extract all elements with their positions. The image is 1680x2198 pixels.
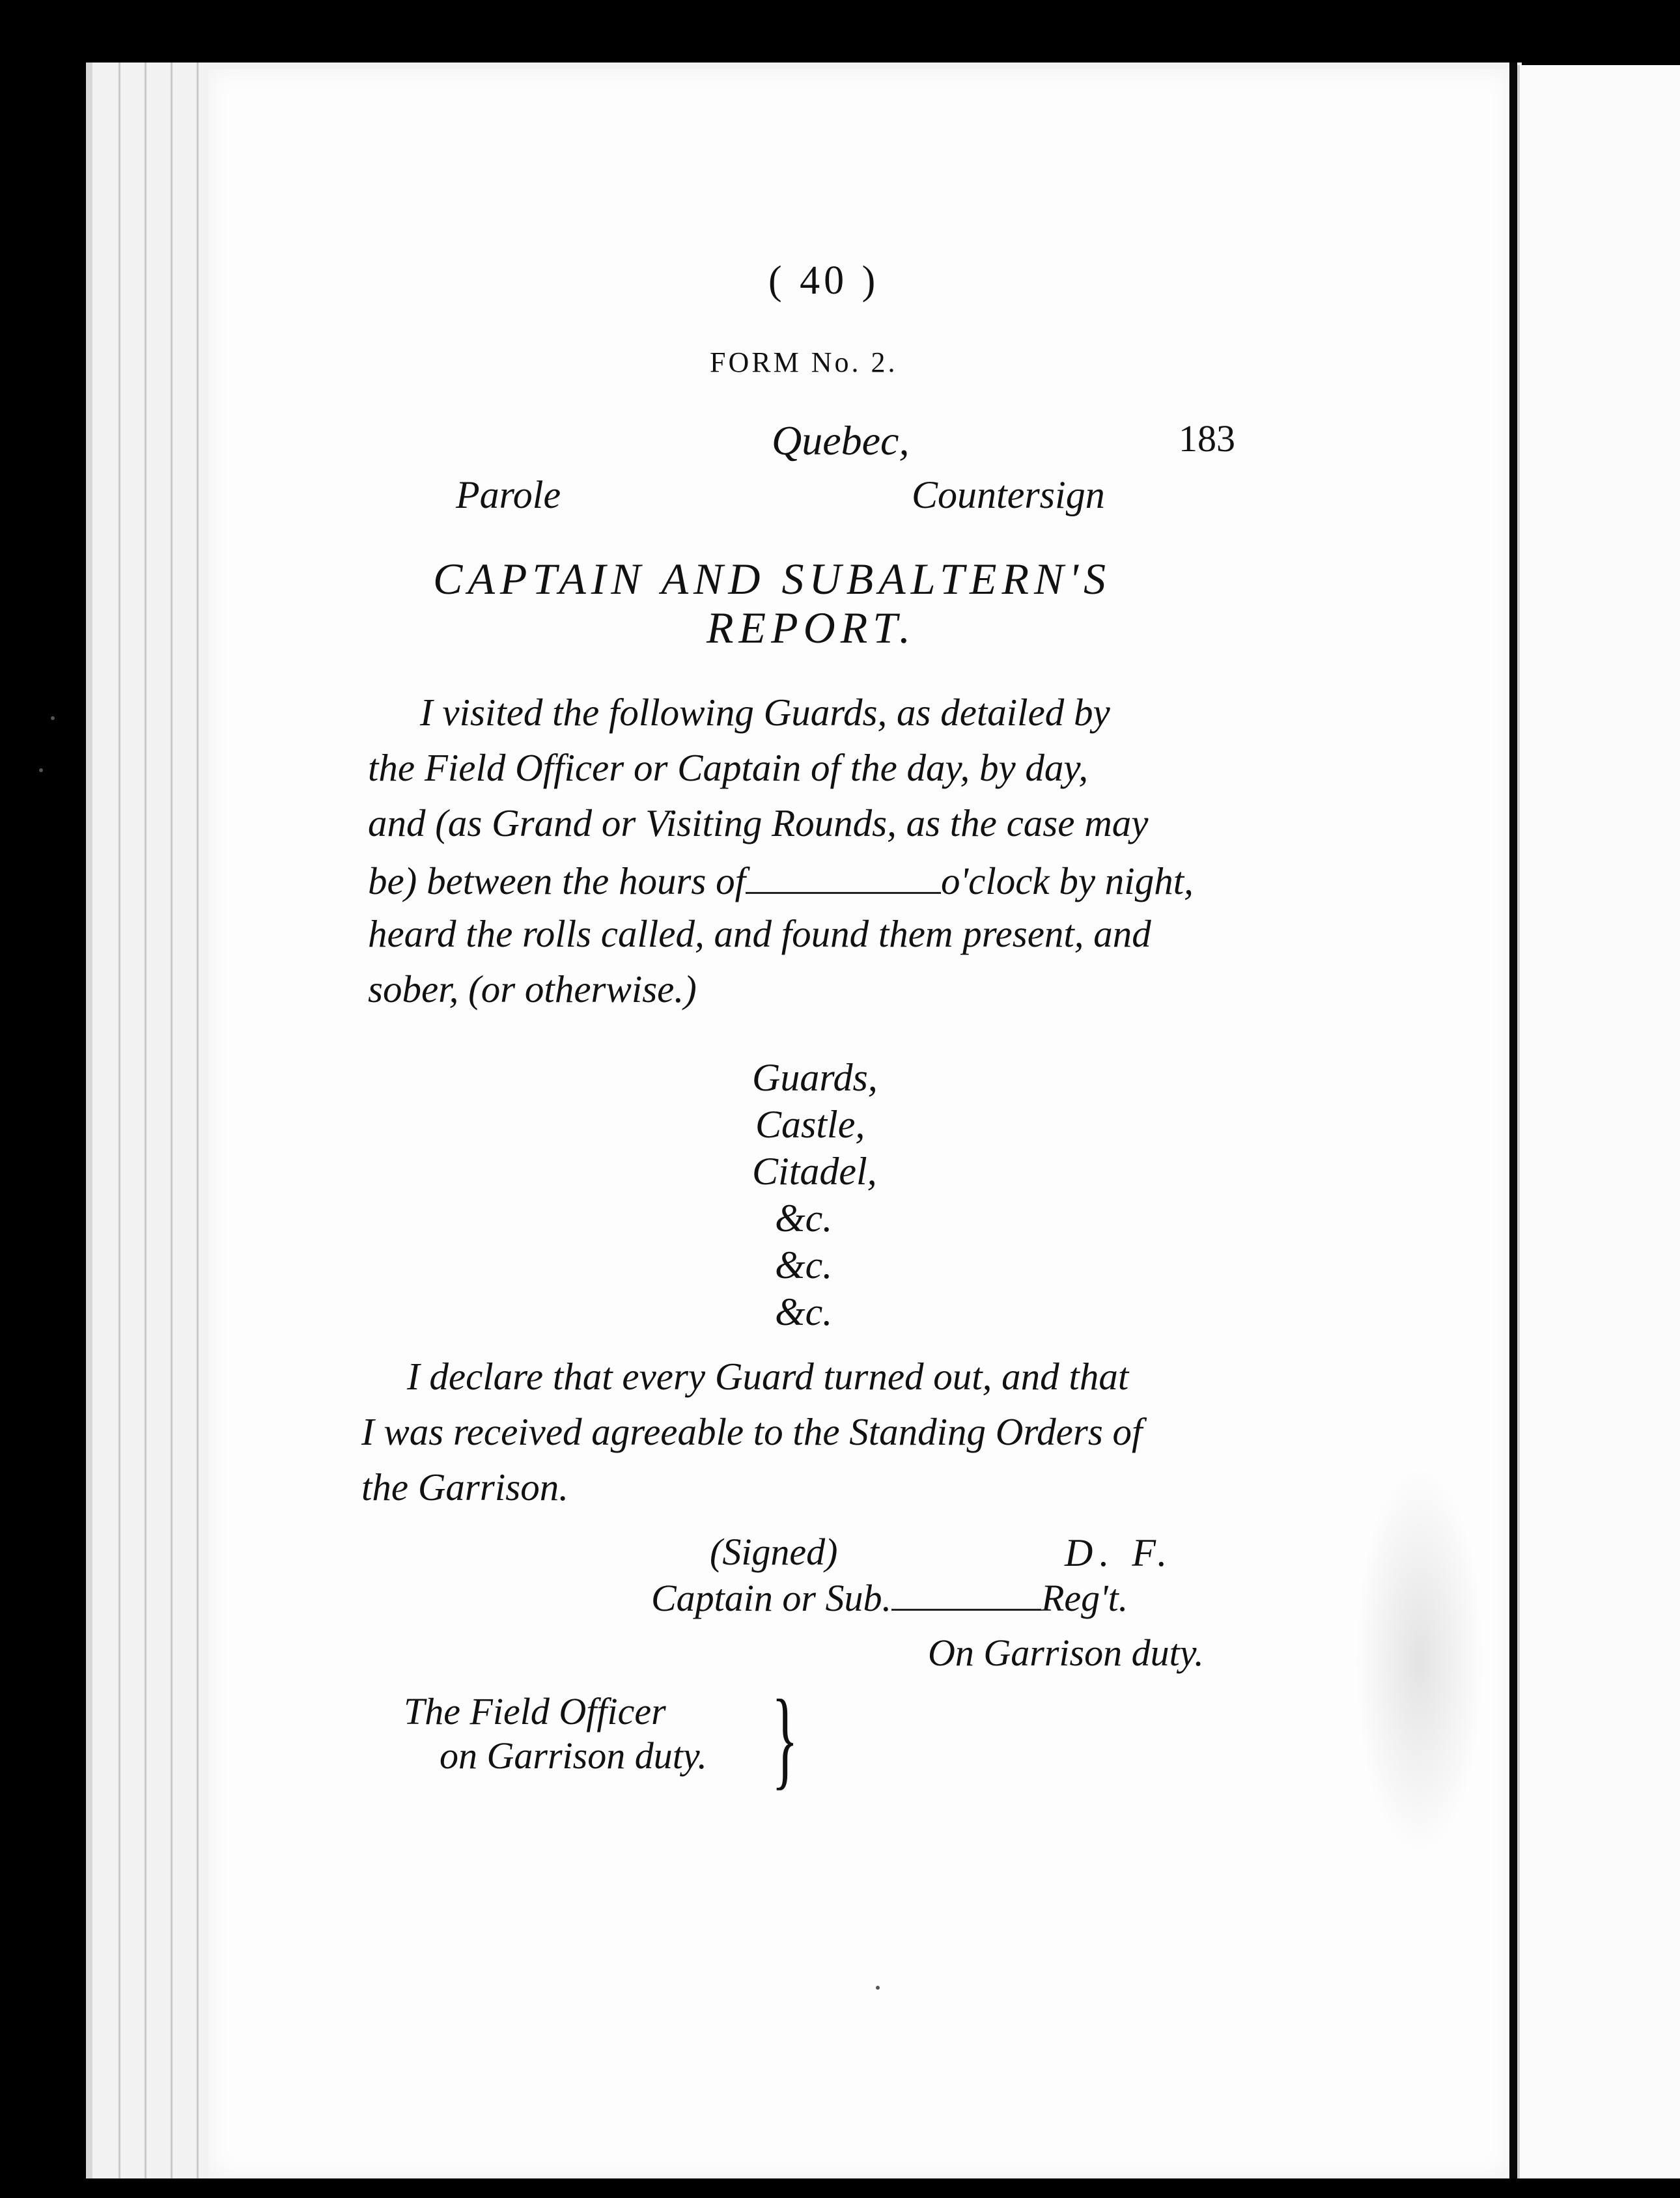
parole-label: Parole (456, 473, 561, 516)
book-gutter (1509, 63, 1517, 2178)
signed-label: (Signed) (710, 1531, 838, 1573)
report-title-line1: CAPTAIN AND SUBALTERN'S (433, 554, 1111, 604)
paragraph2-line3: the Garrison. (361, 1466, 568, 1509)
paragraph2-line2: I was received agreeable to the Standing Orders of (361, 1410, 1143, 1453)
countersign-label: Countersign (912, 473, 1105, 516)
place-name: Quebec, (772, 417, 910, 464)
paragraph1-line6: sober, (or otherwise.) (368, 967, 697, 1010)
paragraph1-line4-start: be) between the hours of (368, 859, 746, 902)
signature-initials: D. F. (1065, 1531, 1174, 1574)
regiment-blank-field (891, 1579, 1041, 1611)
scan-speck (51, 716, 55, 720)
list-item: Guards, (752, 1056, 878, 1099)
field-officer-line2: on Garrison duty. (440, 1734, 707, 1777)
page-edge-line (197, 63, 199, 2178)
hours-blank-field (746, 859, 941, 894)
paragraph1-line3: and (as Grand or Visiting Rounds, as the case may (368, 801, 1149, 844)
scan-smudge (1354, 1465, 1485, 1856)
paragraph1-line1: I visited the following Guards, as detailed by (420, 691, 1110, 734)
list-item: Citadel, (752, 1150, 877, 1193)
page-edge-line (171, 63, 173, 2178)
page-edge-line (145, 63, 147, 2178)
list-item: Castle, (755, 1103, 865, 1146)
list-item: &c. (775, 1290, 833, 1333)
year: 183 (1179, 417, 1235, 460)
page-number: ( 40 ) (768, 258, 880, 303)
captain-line (651, 1579, 1128, 1617)
form-number: FORM No. 2. (710, 346, 898, 378)
paragraph1-line5: heard the rolls called, and found them present, and (368, 912, 1151, 955)
list-item: &c. (775, 1197, 833, 1240)
scan-speck (876, 1986, 880, 1990)
garrison-duty-label: On Garrison duty. (928, 1632, 1204, 1674)
report-title-line2: REPORT. (707, 603, 916, 652)
brace-symbol: } (772, 1677, 798, 1800)
captain-label: Captain or Sub. (651, 1577, 891, 1619)
field-officer-line1: The Field Officer (404, 1690, 666, 1732)
list-item: &c. (775, 1244, 833, 1287)
scan-speck (39, 768, 43, 772)
page-edge-line (119, 63, 120, 2178)
paragraph1-line4 (368, 859, 1194, 900)
regiment-label: Reg't. (1041, 1577, 1128, 1619)
paragraph2-line1: I declare that every Guard turned out, and that (407, 1355, 1129, 1398)
facing-page-edge (1517, 65, 1680, 2178)
paragraph1-line2: the Field Officer or Captain of the day, by day, (368, 746, 1089, 789)
paragraph1-line4-end: o'clock by night, (941, 859, 1194, 902)
